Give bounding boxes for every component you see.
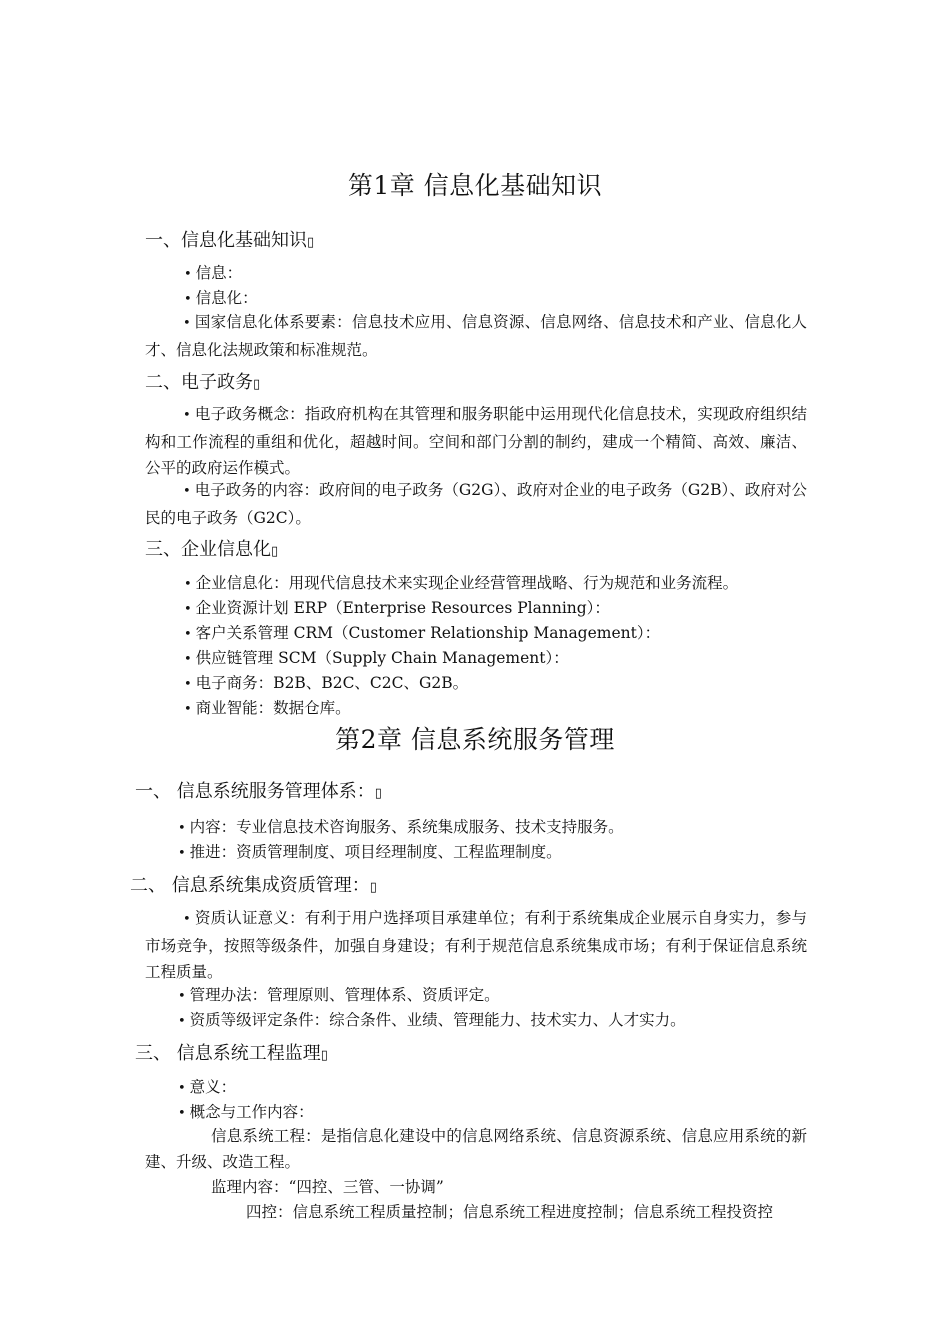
chapter-2-title: 第2章 信息系统服务管理	[335, 725, 615, 754]
bullet-paragraph: • 电子政务概念：指政府机构在其管理和服务职能中运用现代化信息技术，实现政府组织结构和工作流程的重组和优化，超越时间。空间和部门分割的制约，建成一个精简、高效、廉洁、公平的政府运作模式。	[145, 401, 807, 481]
bullet-paragraph: • 电子政务的内容：政府间的电子政务（G2G）、政府对企业的电子政务（G2B）、政府对公民的电子政务（G2C）。	[145, 477, 807, 531]
bullet-item: • 意义：	[178, 1075, 236, 1097]
bullet-item: • 商业智能：数据仓库。	[184, 696, 351, 718]
chapter-1-title: 第1章 信息化基础知识	[347, 171, 603, 200]
bullet-item: • 企业资源计划 ERP（Enterprise Resources Planning）：	[184, 596, 610, 618]
bullet-item: • 供应链管理 SCM（Supply Chain Management）：	[184, 646, 569, 668]
sub-item: 四控：信息系统工程质量控制；信息系统工程进度控制；信息系统工程投资控	[246, 1203, 774, 1221]
bullet-paragraph: • 资质认证意义：有利于用户选择项目承建单位；有利于系统集成企业展示自身实力，参与市场竞争，按照等级条件，加强自身建设；有利于规范信息系统集成市场；有利于保证信息系统工程质量。	[145, 905, 807, 985]
section-heading: 二、 信息系统集成资质管理：▯	[130, 875, 377, 896]
bullet-item: • 企业信息化：用现代信息技术来实现企业经营管理战略、行为规范和业务流程。	[184, 571, 738, 593]
section-heading: 三、 信息系统工程监理▯	[135, 1043, 328, 1064]
bullet-item: • 管理办法：管理原则、管理体系、资质评定。	[178, 983, 500, 1005]
bullet-item: • 电子商务：B2B、B2C、C2C、G2B。	[184, 671, 468, 693]
section-heading: 一、 信息系统服务管理体系：▯	[135, 781, 382, 802]
sub-paragraph: 信息系统工程：是指信息化建设中的信息网络系统、信息资源系统、信息应用系统的新建、升级、改造工程。	[145, 1127, 807, 1171]
bullet-item: • 信息化：	[184, 286, 258, 308]
section-heading: 三、企业信息化▯	[145, 539, 279, 560]
bullet-item: • 概念与工作内容：	[178, 1100, 314, 1122]
bullet-item: • 客户关系管理 CRM（Customer Relationship Management）：	[184, 621, 660, 643]
section-heading: 二、电子政务▯	[145, 372, 261, 393]
sub-item: 监理内容：“四控、三管、一协调”	[211, 1178, 444, 1196]
bullet-item: • 信息：	[184, 261, 242, 283]
section-heading: 一、信息化基础知识▯	[145, 230, 315, 251]
bullet-paragraph: • 国家信息化体系要素：信息技术应用、信息资源、信息网络、信息技术和产业、信息化人才、信息化法规政策和标准规范。	[145, 309, 807, 363]
bullet-item: • 推进：资质管理制度、项目经理制度、工程监理制度。	[178, 840, 562, 862]
bullet-item: • 资质等级评定条件：综合条件、业绩、管理能力、技术实力、人才实力。	[178, 1008, 686, 1030]
bullet-item: • 内容：专业信息技术咨询服务、系统集成服务、技术支持服务。	[178, 815, 624, 837]
